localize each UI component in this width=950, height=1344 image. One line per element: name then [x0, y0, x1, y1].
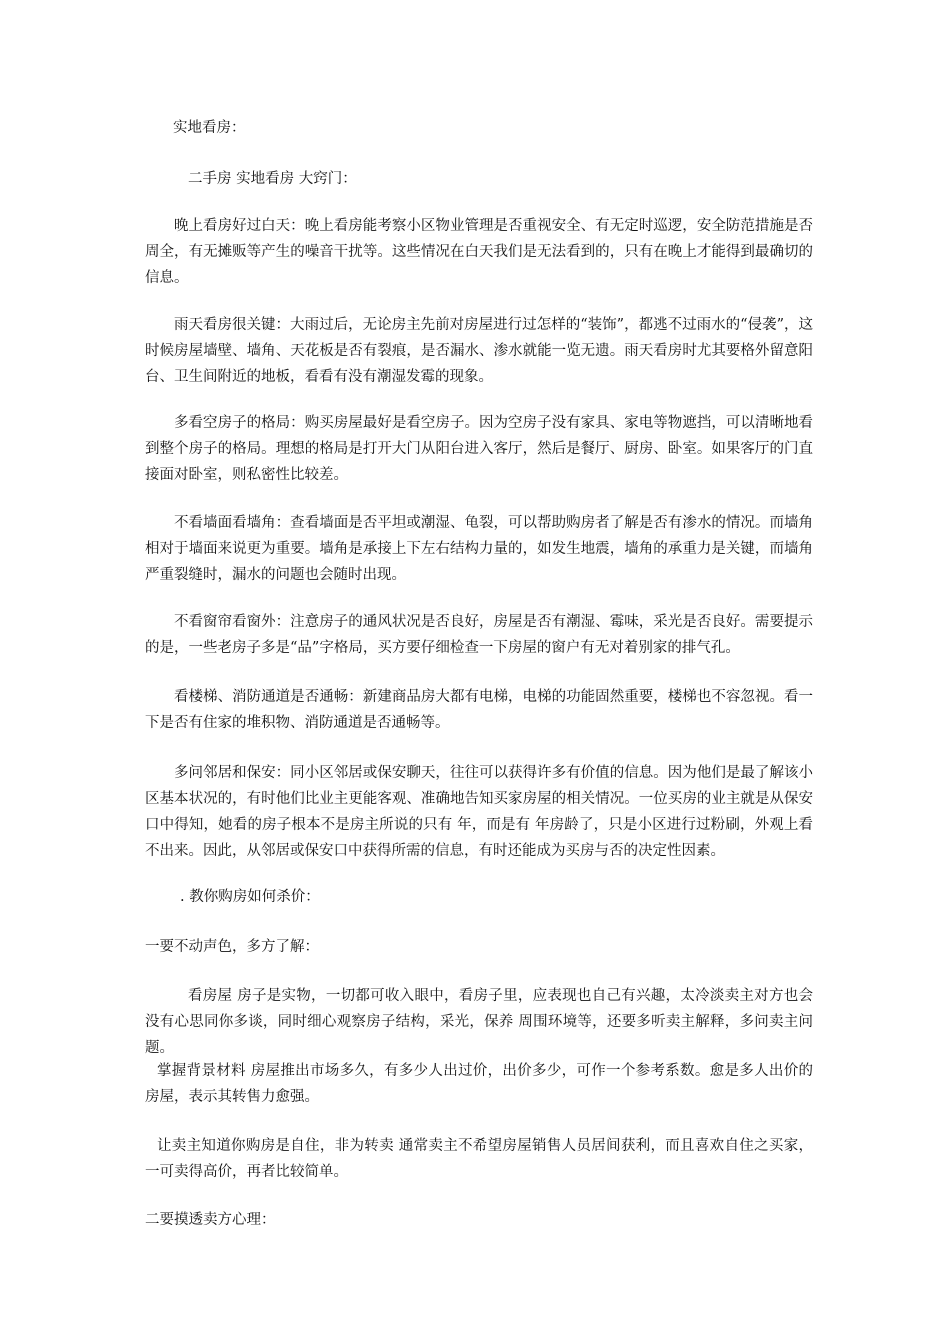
paragraph-night-viewing: 晚上看房好过白天：晚上看房能考察小区物业管理是否重视安全、有无定时巡逻，安全防范措施是否周全，有无摊贩等产生的噪音干扰等。这些情况在白天我们是无法看到的，只有在晚上才能得到最确切的信息。	[145, 218, 813, 286]
paragraph-background-info: 掌握背景材料 房屋推出市场多久，有多少人出过价，出价多少，可作一个参考系数。愈是多人出价的房屋，表示其转售力愈强。	[145, 1063, 813, 1105]
section-heading-bargain: . 教你购房如何杀价：	[180, 889, 320, 905]
section-heading: 实地看房：	[173, 120, 246, 136]
paragraph-self-occupied: 让卖主知道你购房是自住，非为转卖 通常卖主不希望房屋销售人员居间获利，而且喜欢自住之买家， 一可卖得高价，再者比较简单。	[145, 1138, 813, 1180]
paragraph-window-view: 不看窗帘看窗外：注意房子的通风状况是否良好，房屋是否有潮湿、霉味，采光是否良好。需要提示的是，一些老房子多是“品”字格局，买方要仔细检查一下房屋的窗户有无对着别家的排气孔。	[145, 614, 813, 656]
paragraph-empty-house-layout: 多看空房子的格局：购买房屋最好是看空房子。因为空房子没有家具、家电等物遮挡，可以清晰地看到整个房子的格局。理想的格局是打开大门从阳台进入客厅，然后是餐厅、厨房、卧室。如果客厅的门直接面对卧室，则私密性比较差。	[145, 415, 813, 483]
point-heading-1: 一要不动声色，多方了解：	[145, 939, 319, 955]
paragraph-rainy-viewing: 雨天看房很关键：大雨过后，无论房主先前对房屋进行过怎样的“装饰”，都逃不过雨水的“侵袭”，这时候房屋墙壁、墙角、天花板是否有裂痕，是否漏水、渗水就能一览无遗。雨天看房时尤其要格外留意阳台、卫生间附近的地板，看看有没有潮湿发霉的现象。	[145, 317, 813, 385]
subsection-heading: 二手房 实地看房 大窍门：	[188, 171, 357, 187]
paragraph-stairs-fire-exit: 看楼梯、消防通道是否通畅：新建商品房大都有电梯，电梯的功能固然重要，楼梯也不容忽视。看一下是否有住家的堆积物、消防通道是否通畅等。	[145, 689, 813, 731]
paragraph-wall-corners: 不看墙面看墙角：查看墙面是否平坦或潮湿、龟裂，可以帮助购房者了解是否有渗水的情况。而墙角相对于墙面来说更为重要。墙角是承接上下左右结构力量的，如发生地震，墙角的承重力是关键，而墙角严重裂缝时，漏水的问题也会随时出现。	[145, 515, 813, 583]
paragraph-ask-neighbors: 多问邻居和保安：同小区邻居或保安聊天，往往可以获得许多有价值的信息。因为他们是最了解该小区基本状况的，有时他们比业主更能客观、准确地告知买家房屋的相关情况。一位买房的业主就是从保安口中得知，她看的房子根本不是房主所说的只有 年，而是有 年房龄了，只是小区进行过粉刷，外观上看不出来。因此，从邻居或保安口中获得所需的信息，有时还能成为买房与否的决定性因素。	[145, 765, 813, 859]
point-heading-2: 二要摸透卖方心理：	[145, 1212, 276, 1228]
paragraph-view-house: 看房屋 房子是实物，一切都可收入眼中，看房子里，应表现也自己有兴趣，太冷淡卖主对方也会没有心思同你多谈，同时细心观察房子结构，采光，保养 周围环境等，还要多听卖主解释，多问卖主问题。	[145, 988, 813, 1056]
